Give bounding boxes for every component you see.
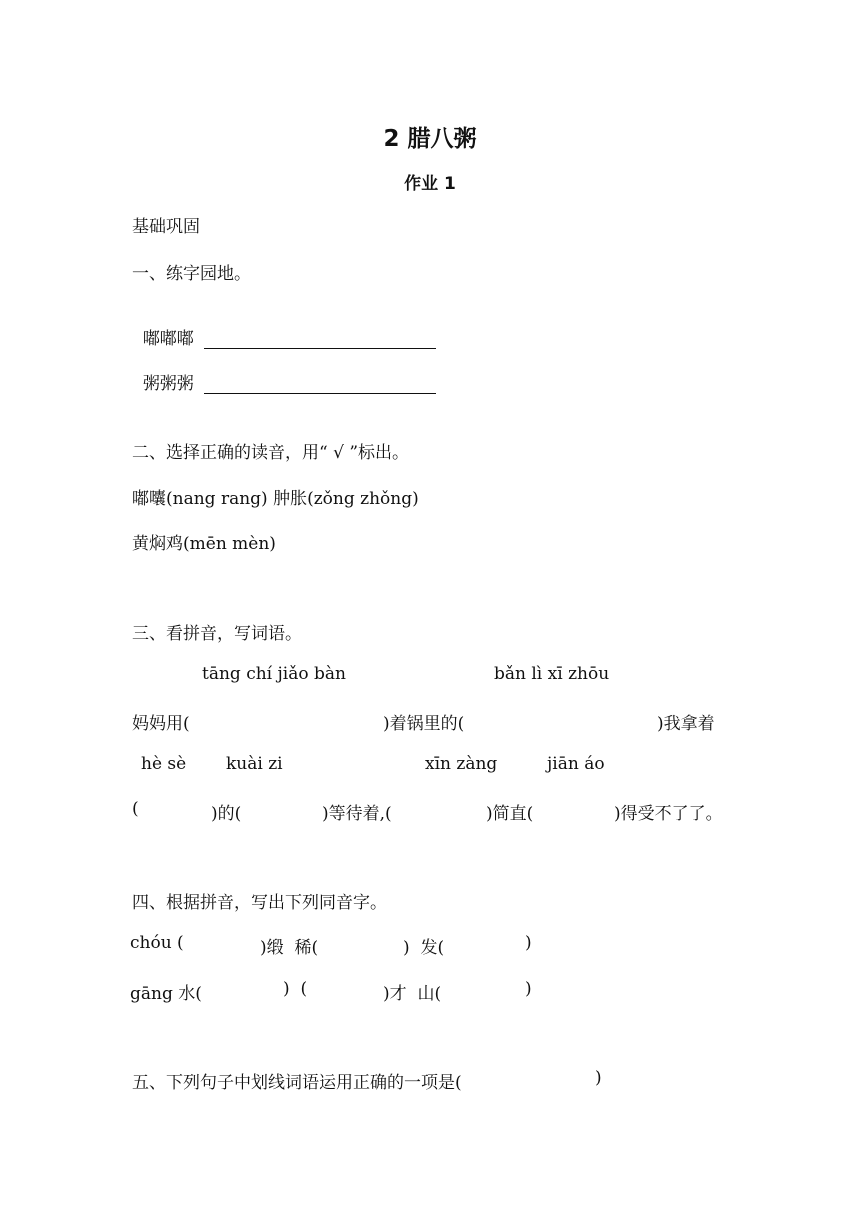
- q2-line-1: 嘟囔(nang rang) 肿胀(zǒng zhǒng): [132, 489, 419, 509]
- q1-heading: 一、练字园地。: [132, 264, 251, 284]
- q3-sentence-1-part-3: )我拿着: [657, 714, 715, 734]
- q3-sentence-2-part-2: )的(: [211, 804, 242, 824]
- q4-line-1-part-4: ): [525, 933, 532, 953]
- q4-line-2-part-4: ): [525, 979, 532, 999]
- q3-pinyin-3: hè sè: [141, 754, 187, 774]
- q1-row-1-chars: 嘟嘟嘟: [142, 329, 194, 349]
- q3-sentence-1-part-1: 妈妈用(: [132, 714, 190, 734]
- q5-heading: 五、下列句子中划线词语运用正确的一项是(: [132, 1073, 462, 1093]
- q3-sentence-2-part-1: (: [132, 799, 139, 819]
- q3-sentence-1-part-2: )着锅里的(: [383, 714, 465, 734]
- q2-line-2: 黄焖鸡(mēn mèn): [132, 534, 276, 554]
- q4-line-1-part-1: chóu (: [130, 933, 184, 953]
- q2-heading: 二、选择正确的读音，用“ √ ”标出。: [132, 443, 410, 463]
- page-subtitle: 作业 1: [404, 174, 456, 194]
- q4-line-2-part-2: ) (: [283, 979, 308, 999]
- q5-answer-close: ): [595, 1068, 602, 1088]
- q3-pinyin-1: tāng chí jiǎo bàn: [202, 664, 346, 684]
- q1-row-2-blank[interactable]: [204, 374, 436, 394]
- q3-heading: 三、看拼音，写词语。: [132, 624, 302, 644]
- q1-row-2-chars: 粥粥粥: [142, 374, 194, 394]
- q3-pinyin-5: xīn zàng: [425, 754, 498, 774]
- q3-sentence-2-part-3: )等待着,(: [322, 804, 392, 824]
- q4-line-2-part-3: )才 山(: [383, 984, 442, 1004]
- q4-line-1-part-2: )缎 稀(: [260, 938, 319, 958]
- q3-sentence-2-part-4: )简直(: [486, 804, 534, 824]
- q3-pinyin-4: kuài zi: [226, 754, 283, 774]
- q3-pinyin-6: jiān áo: [547, 754, 605, 774]
- q1-row-1-blank[interactable]: [204, 329, 436, 349]
- section-basic-heading: 基础巩固: [132, 217, 200, 237]
- q4-line-1-part-3: ) 发(: [403, 938, 445, 958]
- q3-pinyin-2: bǎn lì xī zhōu: [494, 664, 610, 684]
- page-title: 2 腊八粥: [383, 126, 477, 152]
- q1-row-2: [132, 349, 436, 394]
- q4-line-2-part-1: gāng 水(: [130, 984, 202, 1004]
- q1-row-1: [132, 304, 436, 349]
- q3-sentence-2-part-5: )得受不了了。: [614, 804, 723, 824]
- q4-heading: 四、根据拼音，写出下列同音字。: [132, 893, 387, 913]
